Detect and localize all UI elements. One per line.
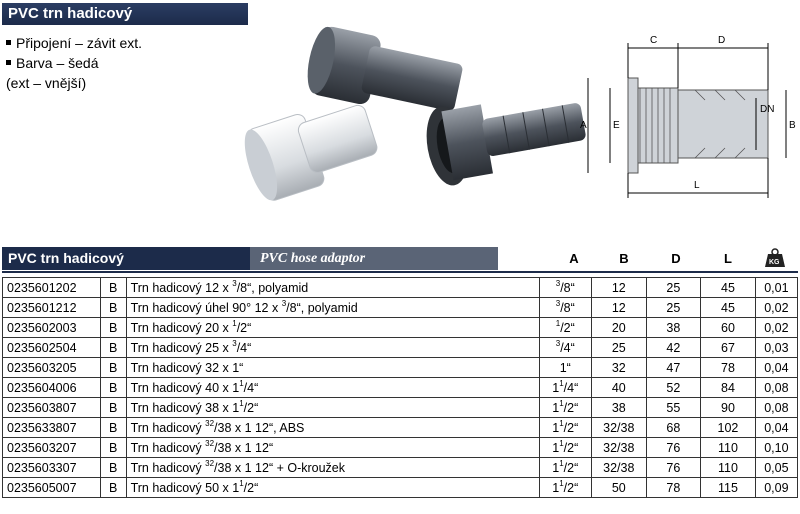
product-code: 0235602504 [3,338,101,358]
product-group: B [100,378,126,398]
product-group: B [100,338,126,358]
product-description: Trn hadicový 50 x $1^1/2“$ [126,478,539,498]
cell-a: $1^1/2“$ [539,398,592,418]
diagram-label-b: B [789,120,796,131]
cell-a: $^3$/4“ [539,338,592,358]
product-group: B [100,438,126,458]
table-title-cz: PVC trn hadicový [2,247,250,270]
cell-a: 1“ [539,358,592,378]
table-row [3,378,798,398]
table-row [3,358,798,378]
cell-l: 45 [701,298,756,318]
cell-weight: 0,02 [755,298,797,318]
product-description: Trn hadicový 25 x $^3$/4“ [126,338,539,358]
cell-a: $^3$/8“ [539,278,592,298]
cell-a: $^3$/8“ [539,298,592,318]
col-header-l: L [724,251,732,266]
kg-weight-icon [764,248,786,268]
product-group: B [100,358,126,378]
cell-b: 32/38 [592,438,647,458]
feature-list [6,33,142,93]
product-code: 0235603307 [3,458,101,478]
product-description: Trn hadicový $^{32}$/38 x 1 12“, ABS [126,418,539,438]
product-description: Trn hadicový 38 x $1^1/2“$ [126,398,539,418]
product-code: 0235603205 [3,358,101,378]
product-code: 0235602003 [3,318,101,338]
cell-l: 90 [701,398,756,418]
table-row [3,338,798,358]
table-row [3,458,798,478]
col-header-a: A [569,251,579,266]
table-row [3,478,798,498]
product-description: Trn hadicový 20 x $^1$/2“ [126,318,539,338]
cell-b: 25 [592,338,647,358]
table-row [3,318,798,338]
cell-b: 32 [592,358,647,378]
product-code: 0235601202 [3,278,101,298]
cell-d: 76 [646,458,701,478]
cell-b: 38 [592,398,647,418]
product-description: Trn hadicový úhel 90° 12 x $^3$/8“, polyamid [126,298,539,318]
diagram-label-a: A [580,120,587,131]
svg-text:KG: KG [769,259,780,266]
cell-b: 32/38 [592,418,647,438]
cell-d: 55 [646,398,701,418]
cell-d: 42 [646,338,701,358]
cell-d: 76 [646,438,701,458]
bullet-icon [6,40,11,45]
cell-a: $1^1/2“$ [539,418,592,438]
cell-a: $1^1/4“$ [539,378,592,398]
cell-weight: 0,09 [755,478,797,498]
cell-a: $1^1/2“$ [539,438,592,458]
table-row [3,398,798,418]
table-row [3,298,798,318]
cell-d: 38 [646,318,701,338]
table-row [3,418,798,438]
feature-item: Barva – šedá [6,53,142,73]
product-code: 0235603207 [3,438,101,458]
product-description: Trn hadicový 32 x 1“ [126,358,539,378]
product-code: 0235633807 [3,418,101,438]
product-description: Trn hadicový $^{32}$/38 x 1 12“ [126,438,539,458]
product-description: Trn hadicový $^{32}$/38 x 1 12“ + O-kroužek [126,458,539,478]
cell-b: 50 [592,478,647,498]
cell-l: 60 [701,318,756,338]
product-code: 0235601212 [3,298,101,318]
cell-a: $^1$/2“ [539,318,592,338]
cell-l: 67 [701,338,756,358]
header-divider [2,271,798,273]
product-code: 0235604006 [3,378,101,398]
diagram-label-l: L [694,180,700,191]
dimension-diagram [580,28,798,208]
product-photos [220,10,590,235]
table-header [2,247,798,270]
product-group: B [100,298,126,318]
page-title: PVC trn hadicový [2,3,248,25]
cell-l: 110 [701,458,756,478]
product-group: B [100,318,126,338]
cell-weight: 0,01 [755,278,797,298]
table-row [3,278,798,298]
cell-b: 20 [592,318,647,338]
diagram-label-e: E [613,120,620,131]
feature-item: Připojení – závit ext. [6,33,142,53]
cell-b: 12 [592,298,647,318]
cell-weight: 0,04 [755,418,797,438]
cell-l: 84 [701,378,756,398]
cell-l: 110 [701,438,756,458]
cell-d: 25 [646,298,701,318]
cell-d: 78 [646,478,701,498]
cell-weight: 0,10 [755,438,797,458]
product-group: B [100,398,126,418]
diagram-label-d: D [718,35,726,46]
cell-weight: 0,04 [755,358,797,378]
feature-note: (ext – vnější) [6,75,87,91]
cell-a: $1^1/2“$ [539,478,592,498]
cell-b: 12 [592,278,647,298]
cell-weight: 0,08 [755,398,797,418]
bullet-icon [6,60,11,65]
product-group: B [100,458,126,478]
product-description: Trn hadicový 40 x $1^1/4“$ [126,378,539,398]
cell-a: $1^1/2“$ [539,458,592,478]
cell-weight: 0,05 [755,458,797,478]
cell-l: 115 [701,478,756,498]
cell-d: 25 [646,278,701,298]
product-code: 0235605007 [3,478,101,498]
product-group: B [100,478,126,498]
cell-weight: 0,02 [755,318,797,338]
cell-d: 52 [646,378,701,398]
cell-b: 32/38 [592,458,647,478]
cell-l: 102 [701,418,756,438]
cell-l: 78 [701,358,756,378]
table-row [3,438,798,458]
product-group: B [100,278,126,298]
product-group: B [100,418,126,438]
white-adaptor-photo [238,94,383,205]
cell-d: 47 [646,358,701,378]
cell-b: 40 [592,378,647,398]
col-header-d: D [671,251,681,266]
product-table [2,277,798,498]
cell-weight: 0,03 [755,338,797,358]
diagram-label-dn: DN [760,104,775,115]
cell-weight: 0,08 [755,378,797,398]
cell-d: 68 [646,418,701,438]
col-header-b: B [619,251,629,266]
cell-l: 45 [701,278,756,298]
diagram-label-c: C [650,35,658,46]
product-code: 0235603807 [3,398,101,418]
table-title-en: PVC hose adaptor [250,247,498,270]
product-description: Trn hadicový 12 x $^3$/8“, polyamid [126,278,539,298]
